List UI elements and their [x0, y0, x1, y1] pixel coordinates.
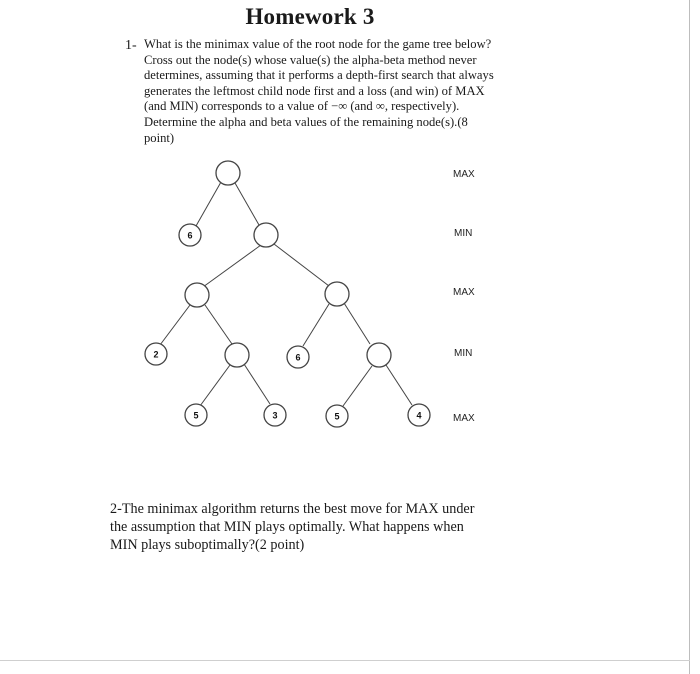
- tree-nodes: [145, 161, 430, 427]
- node-value: 2: [153, 349, 159, 360]
- question-1-number: 1-: [125, 38, 137, 53]
- tree-edge: [235, 183, 259, 225]
- tree-node-min-mid-a: [225, 343, 249, 367]
- node-value: 5: [334, 411, 340, 422]
- question-1-line: Cross out the node(s) whose value(s) the alpha-beta method never: [144, 52, 477, 67]
- question-1-line: determines, assuming that it performs a depth-first search that always: [144, 68, 494, 83]
- tree-edge: [344, 303, 370, 344]
- node-value: 5: [193, 410, 199, 421]
- question-2-line: MIN plays suboptimally?(2 point): [110, 537, 305, 554]
- level-label-max: MAX: [453, 413, 475, 424]
- level-label-max: MAX: [453, 287, 475, 298]
- question-1-line: Determine the alpha and beta values of the remaining node(s).(8: [144, 114, 468, 129]
- question-1-line: generates the leftmost child node first and a loss (and win) of MAX: [144, 83, 485, 98]
- node-value: 4: [416, 410, 422, 421]
- question-2-line: 2-The minimax algorithm returns the best move for MAX under: [110, 501, 475, 517]
- tree-node-root: [216, 161, 240, 185]
- tree-node-min-mid-b: [367, 343, 391, 367]
- tree-edge: [200, 365, 230, 406]
- level-label-max: MAX: [453, 169, 475, 180]
- tree-level-labels: [453, 169, 475, 424]
- level-label-min: MIN: [454, 348, 473, 359]
- tree-edge: [203, 245, 261, 287]
- level-label-min: MIN: [454, 228, 473, 239]
- tree-edge: [196, 182, 221, 226]
- tree-edge: [343, 366, 372, 406]
- tree-node-max-right: [325, 282, 349, 306]
- question-1-line: What is the minimax value of the root node for the game tree below?: [144, 37, 492, 51]
- node-value: 6: [295, 352, 301, 363]
- question-2-text: [110, 500, 510, 555]
- tree-edge: [274, 244, 329, 286]
- tree-edge: [244, 364, 270, 404]
- node-value: 6: [187, 230, 193, 241]
- question-2-line: the assumption that MIN plays optimally. What happens when: [110, 519, 464, 536]
- node-value: 3: [272, 410, 278, 421]
- tree-edge: [303, 304, 329, 346]
- question-1-line: (and MIN) corresponds to a value of −∞ (and ∞, respectively).: [144, 99, 460, 114]
- tree-node-values: [153, 231, 421, 422]
- tree-node-max-left: [185, 283, 209, 307]
- page-title: Homework 3: [245, 4, 375, 29]
- tree-node-min-right: [254, 223, 278, 247]
- tree-edge: [386, 365, 412, 405]
- question-1-line: point): [144, 130, 175, 145]
- tree-edge: [205, 305, 232, 344]
- tree-edge: [160, 305, 190, 345]
